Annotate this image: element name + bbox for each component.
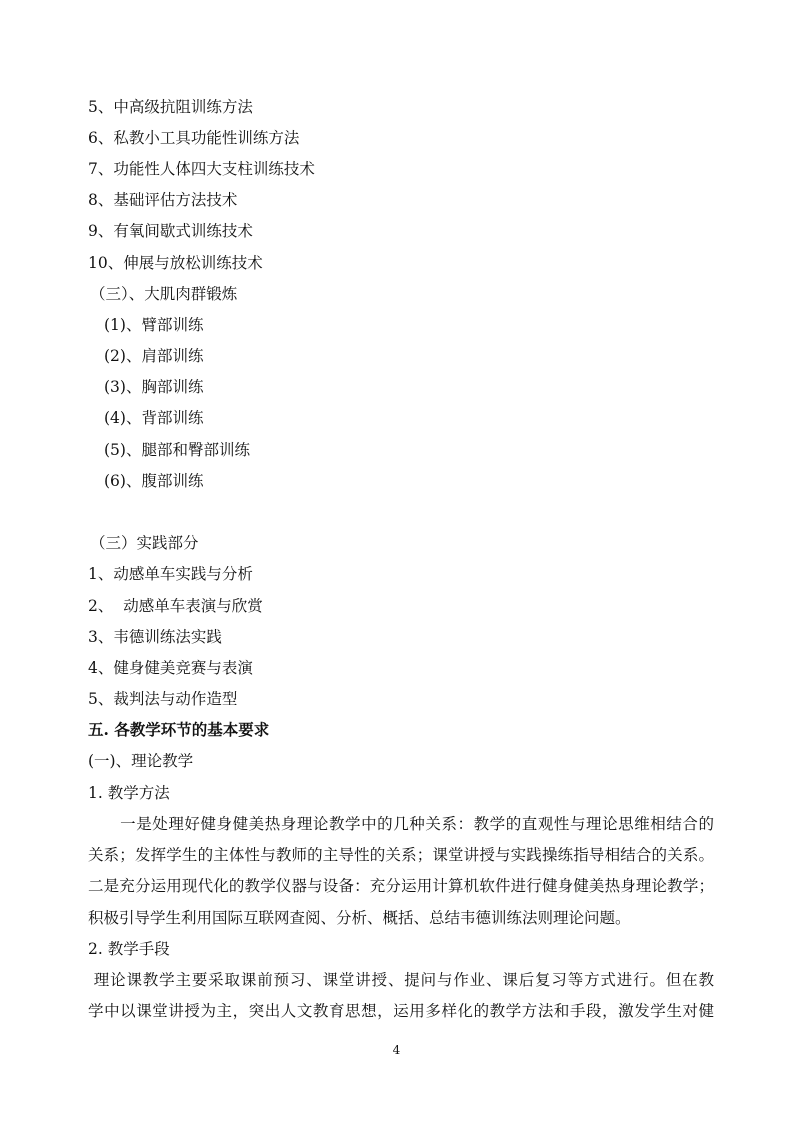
method-title: 1. 教学方法 [88, 784, 170, 802]
list-item: 1、动感单车实践与分析 [88, 565, 253, 583]
paragraph-line: 一是处理好健身健美热身理论教学中的几种关系：教学的直观性与理论思维相结合的 [88, 815, 714, 833]
list-item: 5、裁判法与动作造型 [88, 690, 238, 708]
paragraph-line: 积极引导学生利用国际互联网查阅、分析、概括、总结韦德训练法则理论问题。 [88, 908, 631, 927]
list-item: (5)、腿部和臀部训练 [104, 441, 250, 459]
means-title: 2. 教学手段 [88, 940, 170, 958]
list-item: 5、中高级抗阻训练方法 [88, 98, 253, 116]
section-heading: 五. 各教学环节的基本要求 [88, 720, 270, 739]
list-item: 8、基础评估方法技术 [88, 191, 238, 209]
list-item: 7、功能性人体四大支柱训练技术 [88, 160, 315, 178]
list-item: (1)、臂部训练 [104, 316, 204, 334]
list-item: 6、私教小工具功能性训练方法 [88, 129, 300, 147]
means-paragraph [88, 965, 714, 1027]
list-item: 3、韦德训练法实践 [88, 628, 222, 646]
list-item: 2、 动感单车表演与欣赏 [88, 597, 263, 615]
list-item: (2)、肩部训练 [104, 347, 204, 365]
paragraph-line: 关系；发挥学生的主体性与教师的主导性的关系；课堂讲授与实践操练指导相结合的关系。 [88, 846, 714, 865]
list-item: (6)、腹部训练 [104, 472, 204, 490]
method-paragraph [88, 809, 714, 934]
page-number: 4 [392, 1043, 401, 1057]
paragraph-line: 理论课教学主要采取课前预习、课堂讲授、提问与作业、课后复习等方式进行。但在教 [88, 971, 714, 989]
section-title-muscle: （三）、大肌肉群锻炼 [90, 285, 238, 303]
paragraph-line: 二是充分运用现代化的教学仪器与设备：充分运用计算机软件进行健身健美热身理论教学； [88, 877, 714, 896]
section-title-practice: （三）实践部分 [90, 534, 199, 552]
list-item: (3)、胸部训练 [104, 378, 204, 396]
paragraph-line: 学中以课堂讲授为主，突出人文教育思想，运用多样化的教学方法和手段，激发学生对健 [88, 1002, 714, 1021]
list-item: (4)、背部训练 [104, 409, 204, 427]
list-item: 10、伸展与放松训练技术 [88, 254, 263, 272]
sub-heading: (一)、理论教学 [88, 752, 194, 770]
list-item: 9、有氧间歇式训练技术 [88, 222, 253, 240]
list-item: 4、健身健美竞赛与表演 [88, 659, 253, 677]
